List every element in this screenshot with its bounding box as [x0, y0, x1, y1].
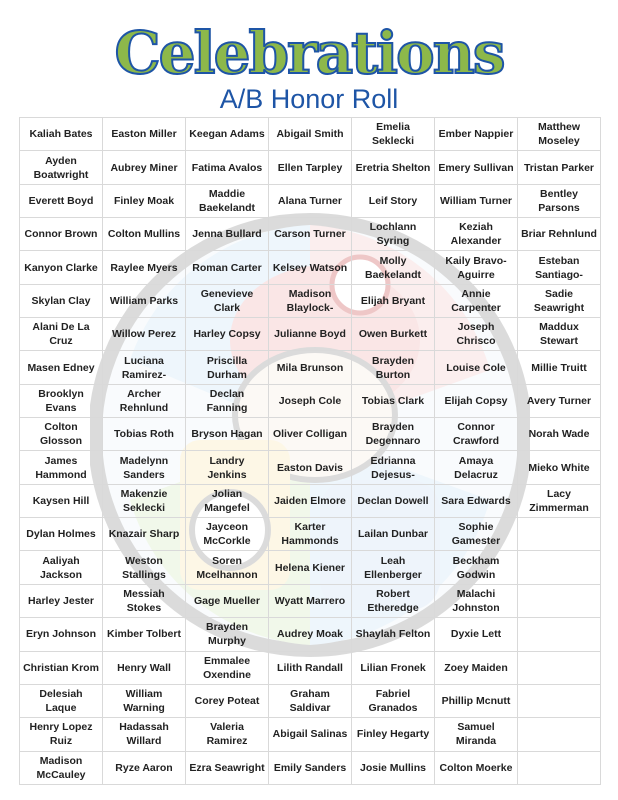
student-name-cell: Aaliyah Jackson	[20, 551, 103, 584]
student-name-cell: Everett Boyd	[20, 184, 103, 217]
student-name-cell: Emelia Seklecki	[352, 118, 435, 151]
student-name-cell: Soren Mcelhannon	[186, 551, 269, 584]
student-name-cell: Kaliah Bates	[20, 118, 103, 151]
honor-roll-table	[19, 117, 601, 785]
student-name-cell: Ember Nappier	[435, 118, 518, 151]
student-name-cell: Joseph Chrisco	[435, 318, 518, 351]
student-name-cell: Lailan Dunbar	[352, 518, 435, 551]
student-name-cell: Mieko White	[518, 451, 601, 484]
page-title: Celebrations	[114, 19, 504, 87]
student-name-cell	[518, 684, 601, 717]
student-name-cell: Emily Sanders	[269, 751, 352, 784]
student-name-cell: Sophie Gamester	[435, 518, 518, 551]
student-name-cell: Karter Hammonds	[269, 518, 352, 551]
student-name-cell: Oliver Colligan	[269, 418, 352, 451]
student-name-cell: Corey Poteat	[186, 684, 269, 717]
student-name-cell: Audrey Moak	[269, 618, 352, 651]
student-name-cell: Brooklyn Evans	[20, 384, 103, 417]
student-name-cell: Edrianna Dejesus-	[352, 451, 435, 484]
student-name-cell: Kaysen Hill	[20, 484, 103, 517]
student-name-cell: Madison McCauley	[20, 751, 103, 784]
student-name-cell: Leif Story	[352, 184, 435, 217]
student-name-cell: Declan Dowell	[352, 484, 435, 517]
student-name-cell: Emmalee Oxendine	[186, 651, 269, 684]
student-name-cell: Matthew Moseley	[518, 118, 601, 151]
student-name-cell: Lilith Randall	[269, 651, 352, 684]
student-name-cell: Samuel Miranda	[435, 718, 518, 751]
student-name-cell: Molly Baekelandt	[352, 251, 435, 284]
student-name-cell: Jenna Bullard	[186, 218, 269, 251]
student-name-cell: Gage Mueller	[186, 584, 269, 617]
student-name-cell: Joseph Cole	[269, 384, 352, 417]
student-name-cell: Abigail Salinas	[269, 718, 352, 751]
student-name-cell	[518, 518, 601, 551]
student-name-cell: Sadie Seawright	[518, 284, 601, 317]
table-row	[20, 518, 601, 551]
table-row	[20, 118, 601, 151]
student-name-cell: Kaily Bravo-Aguirre	[435, 251, 518, 284]
student-name-cell: Alani De La Cruz	[20, 318, 103, 351]
student-name-cell: Norah Wade	[518, 418, 601, 451]
table-row	[20, 451, 601, 484]
table-row	[20, 484, 601, 517]
student-name-cell: Genevieve Clark	[186, 284, 269, 317]
student-name-cell: Sara Edwards	[435, 484, 518, 517]
student-name-cell: Helena Kiener	[269, 551, 352, 584]
student-name-cell: Jolian Mangefel	[186, 484, 269, 517]
student-name-cell: Valeria Ramirez	[186, 718, 269, 751]
table-row	[20, 318, 601, 351]
student-name-cell: Zoey Maiden	[435, 651, 518, 684]
table-row	[20, 184, 601, 217]
student-name-cell: Colton Moerke	[435, 751, 518, 784]
student-name-cell: Elijah Bryant	[352, 284, 435, 317]
table-row	[20, 351, 601, 384]
student-name-cell: William Parks	[103, 284, 186, 317]
student-name-cell: Wyatt Marrero	[269, 584, 352, 617]
student-name-cell: Lacy Zimmerman	[518, 484, 601, 517]
student-name-cell: Henry Lopez Ruiz	[20, 718, 103, 751]
student-name-cell: Mila Brunson	[269, 351, 352, 384]
student-name-cell: Emery Sullivan	[435, 151, 518, 184]
student-name-cell: Connor Brown	[20, 218, 103, 251]
student-name-cell: Brayden Murphy	[186, 618, 269, 651]
student-name-cell: Malachi Johnston	[435, 584, 518, 617]
student-name-cell: Robert Etheredge	[352, 584, 435, 617]
student-name-cell: Owen Burkett	[352, 318, 435, 351]
student-name-cell: Harley Jester	[20, 584, 103, 617]
table-row	[20, 551, 601, 584]
student-name-cell: Roman Carter	[186, 251, 269, 284]
student-name-cell: Makenzie Seklecki	[103, 484, 186, 517]
student-name-cell: Colton Mullins	[103, 218, 186, 251]
student-name-cell: Masen Edney	[20, 351, 103, 384]
student-name-cell: William Turner	[435, 184, 518, 217]
student-name-cell: Kelsey Watson	[269, 251, 352, 284]
student-name-cell: Keegan Adams	[186, 118, 269, 151]
student-name-cell: Bentley Parsons	[518, 184, 601, 217]
student-name-cell: Abigail Smith	[269, 118, 352, 151]
student-name-cell: Colton Glosson	[20, 418, 103, 451]
student-name-cell: Avery Turner	[518, 384, 601, 417]
student-name-cell: Henry Wall	[103, 651, 186, 684]
student-name-cell: Raylee Myers	[103, 251, 186, 284]
page-subtitle: A/B Honor Roll	[219, 84, 399, 114]
student-name-cell: Brayden Burton	[352, 351, 435, 384]
student-name-cell: Eryn Johnson	[20, 618, 103, 651]
student-name-cell: Kimber Tolbert	[103, 618, 186, 651]
student-name-cell	[518, 651, 601, 684]
student-name-cell	[518, 718, 601, 751]
student-name-cell: Leah Ellenberger	[352, 551, 435, 584]
student-name-cell: Lochlann Syring	[352, 218, 435, 251]
table-row	[20, 418, 601, 451]
student-name-cell: Graham Saldivar	[269, 684, 352, 717]
student-name-cell: Harley Copsy	[186, 318, 269, 351]
student-name-cell: Fatima Avalos	[186, 151, 269, 184]
student-name-cell: Willow Perez	[103, 318, 186, 351]
student-name-cell: Skylan Clay	[20, 284, 103, 317]
student-name-cell: Delesiah Laque	[20, 684, 103, 717]
student-name-cell: Weston Stallings	[103, 551, 186, 584]
student-name-cell: Dyxie Lett	[435, 618, 518, 651]
student-name-cell: Lilian Fronek	[352, 651, 435, 684]
student-name-cell: Tobias Roth	[103, 418, 186, 451]
student-name-cell: Priscilla Durham	[186, 351, 269, 384]
table-row	[20, 151, 601, 184]
student-name-cell: Phillip Mcnutt	[435, 684, 518, 717]
student-name-cell: Maddie Baekelandt	[186, 184, 269, 217]
student-name-cell: Declan Fanning	[186, 384, 269, 417]
student-name-cell: Archer Rehnlund	[103, 384, 186, 417]
table-row	[20, 684, 601, 717]
student-name-cell: Amaya Delacruz	[435, 451, 518, 484]
table-row	[20, 284, 601, 317]
student-name-cell: Maddux Stewart	[518, 318, 601, 351]
table-row	[20, 651, 601, 684]
student-name-cell: James Hammond	[20, 451, 103, 484]
student-name-cell: Tobias Clark	[352, 384, 435, 417]
student-name-cell: Millie Truitt	[518, 351, 601, 384]
table-row	[20, 718, 601, 751]
student-name-cell: Luciana Ramirez-	[103, 351, 186, 384]
table-row	[20, 251, 601, 284]
student-name-cell: Landry Jenkins	[186, 451, 269, 484]
table-row	[20, 384, 601, 417]
student-name-cell	[518, 751, 601, 784]
student-name-cell: Jaiden Elmore	[269, 484, 352, 517]
student-name-cell: Easton Davis	[269, 451, 352, 484]
student-name-cell: Ayden Boatwright	[20, 151, 103, 184]
student-name-cell: Tristan Parker	[518, 151, 601, 184]
student-name-cell: Ellen Tarpley	[269, 151, 352, 184]
student-name-cell: Hadassah Willard	[103, 718, 186, 751]
table-row	[20, 218, 601, 251]
student-name-cell: Bryson Hagan	[186, 418, 269, 451]
student-name-cell: Annie Carpenter	[435, 284, 518, 317]
student-name-cell: Josie Mullins	[352, 751, 435, 784]
student-name-cell: Fabriel Granados	[352, 684, 435, 717]
student-name-cell: William Warning	[103, 684, 186, 717]
student-name-cell: Aubrey Miner	[103, 151, 186, 184]
student-name-cell: Brayden Degennaro	[352, 418, 435, 451]
student-name-cell: Ryze Aaron	[103, 751, 186, 784]
student-name-cell: Eretria Shelton	[352, 151, 435, 184]
student-name-cell: Christian Krom	[20, 651, 103, 684]
student-name-cell: Keziah Alexander	[435, 218, 518, 251]
student-name-cell	[518, 551, 601, 584]
student-name-cell: Finley Hegarty	[352, 718, 435, 751]
student-name-cell: Shaylah Felton	[352, 618, 435, 651]
student-name-cell: Jayceon McCorkle	[186, 518, 269, 551]
table-row	[20, 751, 601, 784]
student-name-cell: Esteban Santiago-	[518, 251, 601, 284]
student-name-cell: Julianne Boyd	[269, 318, 352, 351]
student-name-cell: Elijah Copsy	[435, 384, 518, 417]
page-header	[0, 0, 618, 117]
student-name-cell: Connor Crawford	[435, 418, 518, 451]
student-name-cell: Louise Cole	[435, 351, 518, 384]
student-name-cell: Beckham Godwin	[435, 551, 518, 584]
table-row	[20, 618, 601, 651]
student-name-cell: Messiah Stokes	[103, 584, 186, 617]
student-name-cell	[518, 584, 601, 617]
student-name-cell: Alana Turner	[269, 184, 352, 217]
student-name-cell: Madelynn Sanders	[103, 451, 186, 484]
student-name-cell: Dylan Holmes	[20, 518, 103, 551]
student-name-cell: Madison Blaylock-	[269, 284, 352, 317]
student-name-cell: Knazair Sharp	[103, 518, 186, 551]
student-name-cell: Briar Rehnlund	[518, 218, 601, 251]
student-name-cell: Ezra Seawright	[186, 751, 269, 784]
student-name-cell	[518, 618, 601, 651]
student-name-cell: Carson Turner	[269, 218, 352, 251]
table-row	[20, 584, 601, 617]
student-name-cell: Finley Moak	[103, 184, 186, 217]
student-name-cell: Easton Miller	[103, 118, 186, 151]
student-name-cell: Kanyon Clarke	[20, 251, 103, 284]
